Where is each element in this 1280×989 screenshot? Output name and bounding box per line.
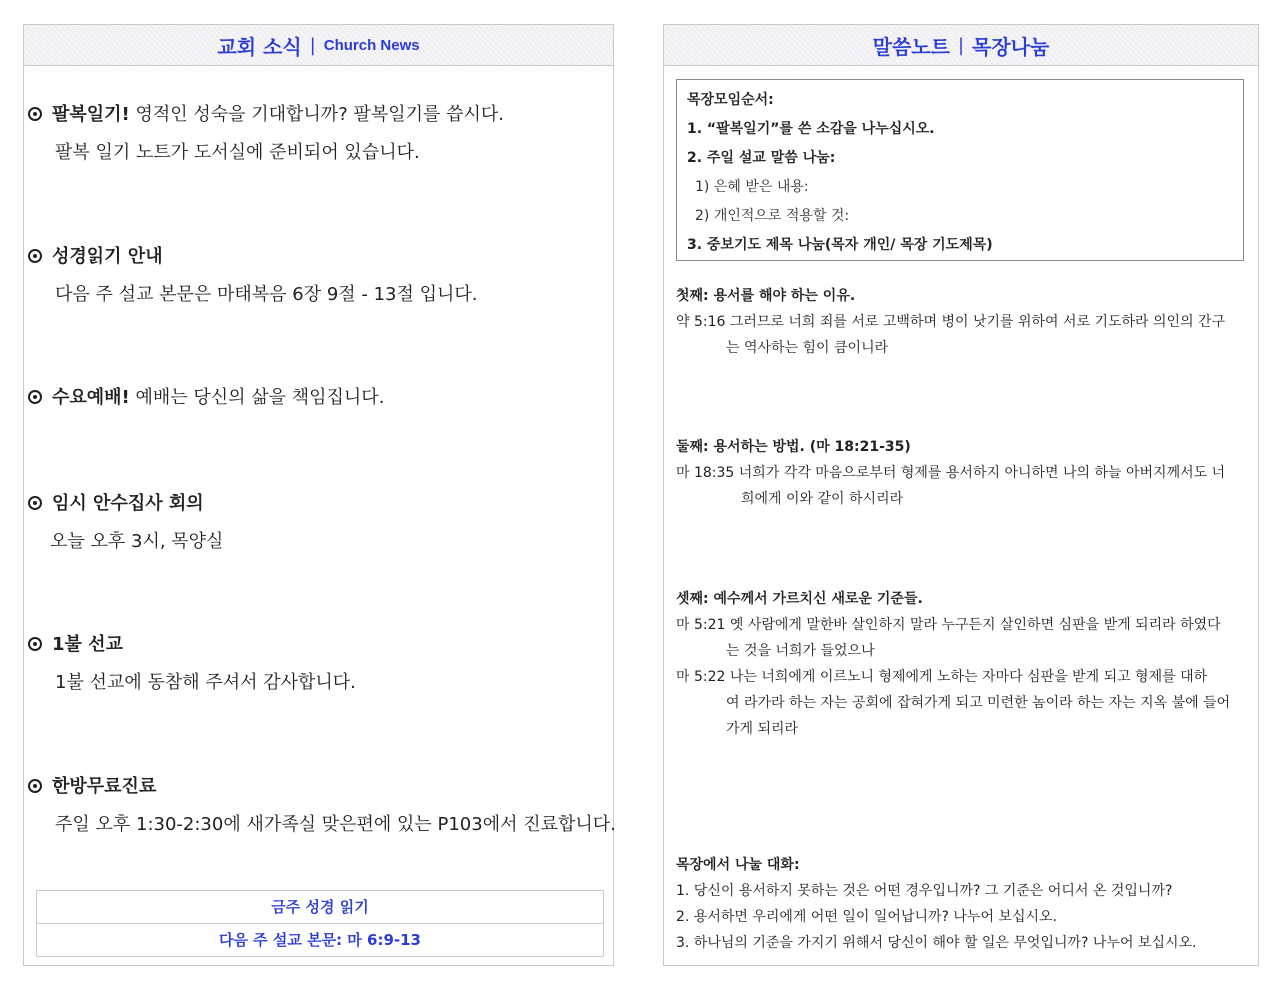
weekly-reading-title: 금주 성경 읽기 (271, 898, 369, 916)
sermon-note-header (664, 25, 1258, 66)
header-separator: | (309, 34, 316, 56)
news-item-title: 1불 선교 (52, 634, 123, 655)
target-bullet-icon (28, 107, 42, 121)
meeting-order-item: 3. 중보기도 제목 나눔(목자 개인/ 목장 기도제목) (687, 237, 993, 253)
third-point-title: 셋째: 예수께서 가르치신 새로운 기준들. (676, 591, 923, 607)
target-bullet-icon (28, 249, 42, 263)
news-item-dollar-mission (28, 630, 608, 694)
verse-text: 약 5:16 그러므로 너희 죄를 서로 고백하며 병이 낫기를 위하여 서로 기도하라 의인의 간구 (676, 314, 1226, 330)
target-bullet-icon (28, 779, 42, 793)
target-bullet-icon (28, 637, 42, 651)
news-item-deacon-meeting (28, 489, 608, 553)
news-item-bible-reading (28, 242, 608, 306)
church-news-panel (23, 24, 614, 966)
church-news-header (24, 25, 613, 66)
first-point-section (676, 283, 1252, 361)
news-item-title: 임시 안수집사 회의 (52, 493, 204, 514)
third-point-section (676, 586, 1252, 742)
news-item-text: 영적인 성숙을 기대합니까? 팔복일기를 씁시다. (129, 104, 505, 125)
news-item-free-clinic (28, 772, 616, 836)
discussion-question: 3. 하나님의 기준을 가지기 위해서 당신이 해야 할 일은 무엇입니까? 나누어 보십시오. (676, 935, 1197, 951)
second-point-section (676, 434, 1252, 512)
news-item-detail: 오늘 오후 3시, 목양실 (50, 531, 224, 552)
meeting-order-heading: 목장모임순서: (687, 92, 774, 108)
sermon-note-title: 말씀노트 (872, 34, 950, 59)
church-news-title: 교회 소식 (217, 34, 302, 59)
sermon-note-panel (663, 24, 1259, 966)
meeting-order-item: 2. 주일 설교 말씀 나눔: (687, 150, 836, 166)
cell-talk-section (676, 852, 1252, 956)
verse-continuation: 는 역사하는 힘이 큼이니라 (726, 340, 889, 356)
cell-talk-title: 목장에서 나눌 대화: (676, 857, 800, 873)
verse-continuation: 희에게 이와 같이 하시리라 (741, 491, 904, 507)
news-item-detail: 팔복 일기 노트가 도서실에 준비되어 있습니다. (55, 142, 420, 163)
news-item-text: 예배는 당신의 삶을 책임집니다. (129, 387, 385, 408)
church-news-subtitle: Church News (323, 36, 420, 54)
verse-continuation: 는 것을 너희가 들었으나 (726, 643, 875, 659)
discussion-question: 2. 용서하면 우리에게 어떤 일이 일어납니까? 나누어 보십시오. (676, 909, 1057, 925)
header-separator: | (957, 34, 965, 56)
news-item-title: 수요예배! (52, 387, 130, 408)
meeting-order-subitem: 1) 은혜 받은 내용: (695, 179, 809, 195)
target-bullet-icon (28, 496, 42, 510)
next-sermon-text: 다음 주 설교 본문: 마 6:9-13 (37, 923, 603, 956)
target-bullet-icon (28, 390, 42, 404)
cell-sharing-title: 목장나눔 (972, 34, 1050, 59)
news-item-title: 한방무료진료 (52, 776, 157, 797)
verse-text: 마 18:35 너희가 각각 마음으로부터 형제를 용서하지 아니하면 나의 하늘 아버지께서도 너 (676, 465, 1226, 481)
news-item-detail: 주일 오후 1:30-2:30에 새가족실 맞은편에 있는 P103에서 진료합니다. (55, 814, 616, 835)
verse-continuation: 가게 되리라 (726, 721, 799, 737)
meeting-order-item: 1. “팔복일기”를 쓴 소감을 나누십시오. (687, 121, 935, 137)
news-item-title: 팔복일기! (52, 104, 130, 125)
news-item-detail: 1불 선교에 동참해 주셔서 감사합니다. (55, 672, 356, 693)
discussion-question: 1. 당신이 용서하지 못하는 것은 어떤 경우입니까? 그 기준은 어디서 온 것입니까? (676, 883, 1173, 899)
verse-continuation: 여 라가라 하는 자는 공회에 잡혀가게 되고 미련한 놈이라 하는 자는 지옥 불에 들어 (726, 695, 1231, 711)
verse-text: 마 5:21 옛 사람에게 말한바 살인하지 말라 누구든지 살인하면 심판을 받게 되리라 하였다 (676, 617, 1221, 633)
weekly-reading-box (36, 890, 604, 957)
first-point-title: 첫째: 용서를 해야 하는 이유. (676, 288, 856, 304)
meeting-order-box (676, 79, 1244, 261)
news-item-wednesday-service (28, 383, 608, 409)
meeting-order-subitem: 2) 개인적으로 적용할 것: (695, 208, 850, 224)
news-item-title: 성경읽기 안내 (52, 246, 163, 267)
news-item-beatitude-diary (28, 100, 608, 164)
news-item-detail: 다음 주 설교 본문은 마태복음 6장 9절 - 13절 입니다. (55, 284, 478, 305)
verse-text: 마 5:22 나는 너희에게 이르노니 형제에게 노하는 자마다 심판을 받게 되고 형제를 대하 (676, 669, 1208, 685)
second-point-title: 둘째: 용서하는 방법. (마 18:21-35) (676, 439, 911, 455)
